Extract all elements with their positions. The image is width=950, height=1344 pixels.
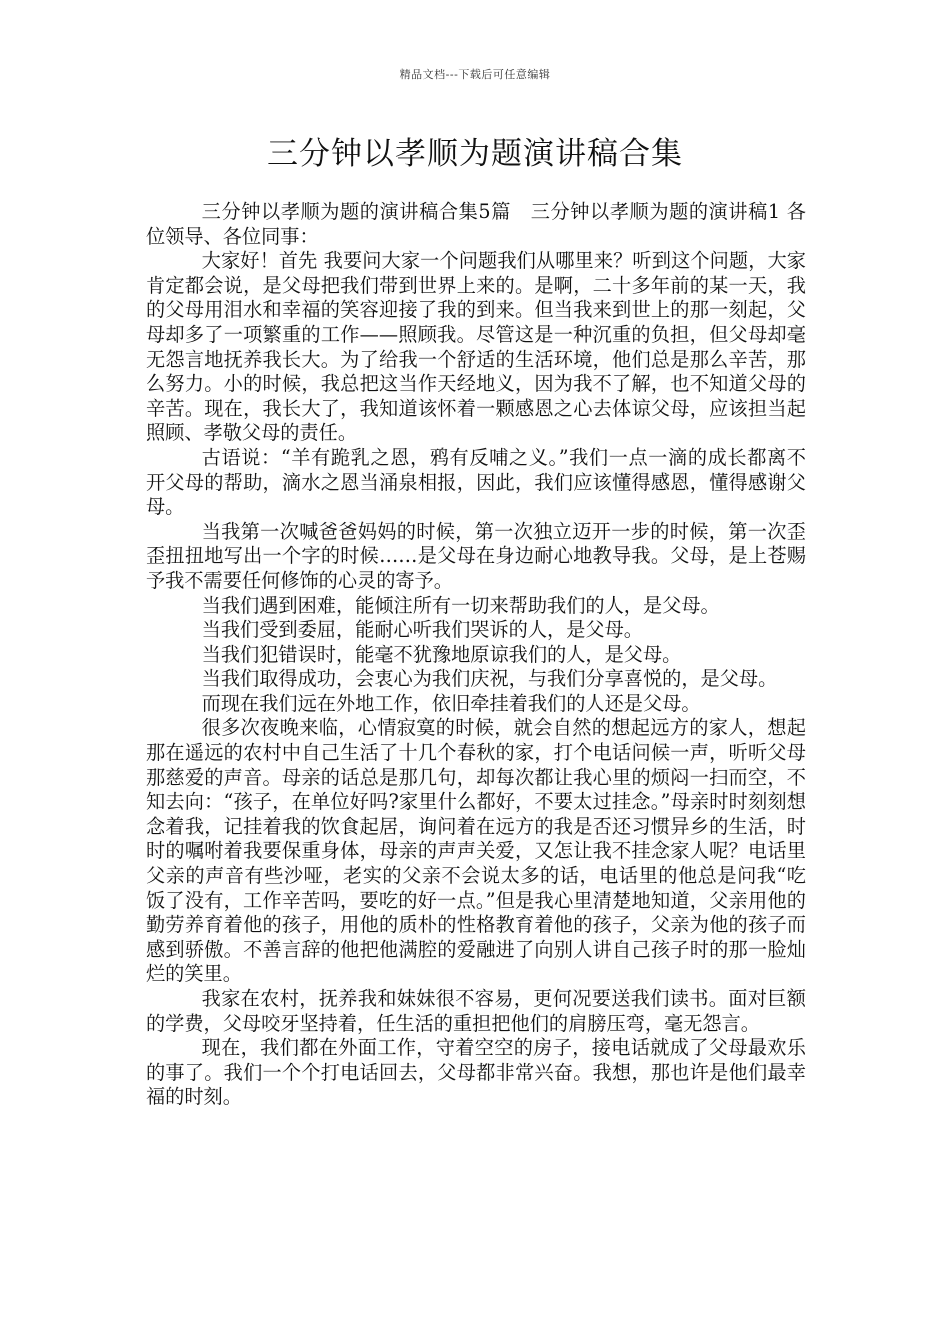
paragraph: 当我第一次喊爸爸妈妈的时候，第一次独立迈开一步的时候，第一次歪歪扭扭地写出一个字的时候……是父母在身边耐心地教导我。父母，是上苍赐予我不需要任何修饰的心灵的寄予。 <box>146 519 806 592</box>
paragraph: 而现在我们远在外地工作，依旧牵挂着我们的人还是父母。 <box>201 691 701 715</box>
paragraph: 我家在农村，抚养我和妹妹很不容易，更何况要送我们读书。面对巨额的学费，父母咬牙坚持着，任生活的重担把他们的肩膀压弯，毫无怨言。 <box>146 987 806 1035</box>
paragraph: 大家好！首先 我要问大家一个问题我们从哪里来？听到这个问题，大家肯定都会说，是父母把我们带到世界上来的。是啊，二十多年前的某一天，我的父母用泪水和幸福的笑容迎接了我的到来。但当我来到世上的那一刻起，父母却多了一项繁重的工作——照顾我。尽管这是一种沉重的负担，但父母却毫无怨言地抚养我长大。为了给我一个舒适的生活环境，他们总是那么辛苦，那么努力。小的时候，我总把这当作天经地义，因为我不了解，也不知道父母的辛苦。现在，我长大了，我知道该怀着一颗感恩之心去体谅父母，应该担当起照顾、孝敬父母的责任。 <box>146 249 806 445</box>
paragraph: 当我们受到委屈，能耐心听我们哭诉的人，是父母。 <box>201 618 643 642</box>
paragraph: 当我们遇到困难，能倾注所有一切来帮助我们的人，是父母。 <box>201 593 720 617</box>
paragraph-intro: 三分钟以孝顺为题的演讲稿合集5篇 三分钟以孝顺为题的演讲稿1 各位领导、各位同事： <box>146 200 806 248</box>
paragraph: 现在，我们都在外面工作，守着空空的房子，接电话就成了父母最欢乐的事了。我们一个个打电话回去，父母都非常兴奋。我想，那也许是他们最幸福的时刻。 <box>146 1036 806 1109</box>
header-note: 精品文档---下载后可任意编辑 <box>399 68 551 81</box>
paragraph: 很多次夜晚来临，心情寂寞的时候，就会自然的想起远方的家人，想起那在遥远的农村中自己生活了十几个春秋的家，打个电话问候一声，听听父母那慈爱的声音。母亲的话总是那几句，却每次都让我心里的烦闷一扫而空，不知去向：“孩子，在单位好吗?家里什么都好，不要太过挂念。”母亲时时刻刻想念着我，记挂着我的饮食起居，询问着在远方的我是否还习惯异乡的生活，时时的嘱咐着我要保重身体，母亲的声声关爱，又怎让我不挂念家人呢？电话里父亲的声音有些沙哑，老实的父亲不会说太多的话，电话里的他总是问我“吃饭了没有，工作辛苦吗，要吃的好一点。”但是我心里清楚地知道，父亲用他的勤劳养育着他的孩子，用他的质朴的性格教育着他的孩子，父亲为他的孩子而感到骄傲。不善言辞的他把他满腔的爱融进了向别人讲自己孩子时的那一脸灿烂的笑里。 <box>146 716 806 986</box>
paragraph: 当我们犯错误时，能毫不犹豫地原谅我们的人，是父母。 <box>201 642 682 666</box>
paragraph: 古语说：“羊有跪乳之恩，鸦有反哺之义。”我们一点一滴的成长都离不开父母的帮助，滴水之恩当涌泉相报，因此，我们应该懂得感恩，懂得感谢父母。 <box>146 445 806 519</box>
page-title: 三分钟以孝顺为题演讲稿合集 <box>267 136 683 172</box>
paragraph: 当我们取得成功，会衷心为我们庆祝，与我们分享喜悦的，是父母。 <box>201 667 778 691</box>
document-body <box>146 200 806 1110</box>
